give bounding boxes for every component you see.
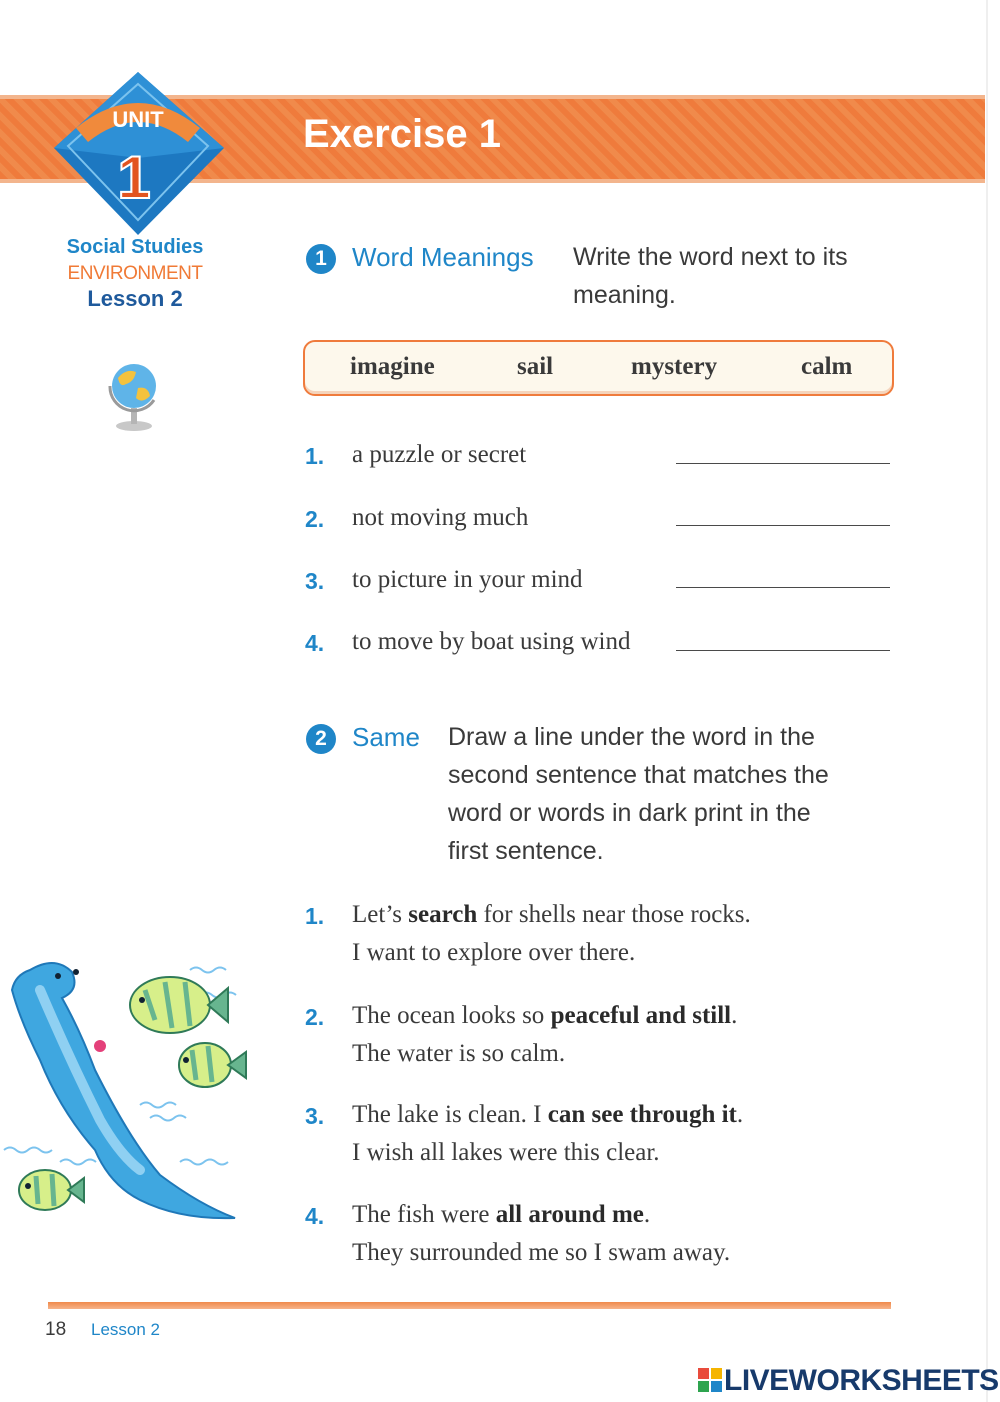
- sentence-text: .: [731, 1002, 738, 1029]
- answer-blank[interactable]: [676, 463, 890, 464]
- sentence-text: The ocean looks so: [352, 1002, 551, 1029]
- instruction-line: meaning.: [573, 281, 676, 309]
- item-number: 3.: [305, 568, 325, 594]
- dark-print-word: peaceful and still: [550, 1002, 732, 1029]
- page-number: 18: [45, 1319, 67, 1340]
- first-sentence: [352, 1002, 737, 1030]
- section-2-instruction: [448, 718, 829, 870]
- definition-text: not moving much: [352, 504, 529, 531]
- definition-text: a puzzle or secret: [352, 441, 527, 468]
- answer-blank[interactable]: [676, 650, 890, 651]
- item-number: 1.: [305, 443, 325, 469]
- dark-print-word: search: [408, 901, 478, 928]
- word-bank-item: sail: [517, 353, 554, 380]
- word-bank: [303, 340, 894, 396]
- answer-blank[interactable]: [676, 525, 890, 526]
- globe-icon: [104, 358, 164, 433]
- sentence-text: The lake is clean. I: [352, 1101, 548, 1128]
- lesson-label: Lesson 2: [87, 286, 183, 311]
- second-sentence[interactable]: I wish all lakes were this clear.: [352, 1139, 660, 1166]
- item-number: 2.: [305, 506, 325, 532]
- section-1-title: Word Meanings: [352, 242, 534, 272]
- answer-blank[interactable]: [676, 587, 890, 588]
- first-sentence: [352, 1101, 743, 1129]
- item-number: 4.: [305, 630, 325, 656]
- sentence-text: Let’s: [352, 901, 409, 928]
- item-number: 3.: [305, 1103, 325, 1129]
- instruction-line: first sentence.: [448, 837, 604, 865]
- item-number: 2.: [305, 1004, 325, 1030]
- sentence-text: The fish were: [352, 1201, 496, 1228]
- unit-badge: [48, 70, 228, 240]
- section-2-title: Same: [352, 722, 420, 752]
- dark-print-word: can see through it: [547, 1101, 737, 1128]
- item-number: 4.: [305, 1203, 325, 1229]
- definition-text: to move by boat using wind: [352, 628, 631, 655]
- instruction-line: second sentence that matches the: [448, 761, 829, 789]
- dark-print-word: all around me: [495, 1201, 644, 1228]
- unit-number: 1: [117, 144, 151, 211]
- word-bank-item: calm: [801, 353, 853, 380]
- word-bank-item: imagine: [350, 353, 435, 380]
- sentence-text: .: [736, 1101, 744, 1128]
- unit-label: UNIT: [112, 107, 164, 132]
- instruction-line: Draw a line under the word in the: [448, 723, 815, 751]
- definition-text: to picture in your mind: [352, 566, 583, 593]
- word-bank-item: mystery: [631, 353, 718, 380]
- brand-name: LIVEWORKSHEETS: [724, 1364, 999, 1397]
- second-sentence[interactable]: They surrounded me so I swam away.: [352, 1239, 731, 1266]
- sentence-text: for shells near those rocks.: [477, 901, 751, 928]
- instruction-line: word or words in dark print in the: [448, 799, 811, 827]
- second-sentence[interactable]: The water is so calm.: [352, 1040, 566, 1067]
- section-1-number: 1: [306, 244, 336, 274]
- sentence-text: .: [643, 1201, 651, 1228]
- logo-icon: [698, 1368, 722, 1392]
- footer-lesson: Lesson 2: [91, 1320, 160, 1339]
- instruction-line: Write the word next to its: [573, 243, 848, 271]
- page-edge: [986, 0, 988, 1402]
- page-title: Exercise 1: [303, 112, 501, 156]
- subject-label: Social Studies: [66, 236, 204, 258]
- section-2-number: 2: [306, 724, 336, 754]
- footer-rule: [48, 1302, 891, 1309]
- otter-fish-illustration: [0, 950, 260, 1230]
- section-1-instruction: [573, 238, 848, 314]
- item-number: 1.: [305, 903, 325, 929]
- first-sentence: [352, 1201, 650, 1229]
- first-sentence: [352, 901, 751, 929]
- topic-label: ENVIRONMENT: [67, 263, 203, 284]
- second-sentence[interactable]: I want to explore over there.: [352, 939, 636, 966]
